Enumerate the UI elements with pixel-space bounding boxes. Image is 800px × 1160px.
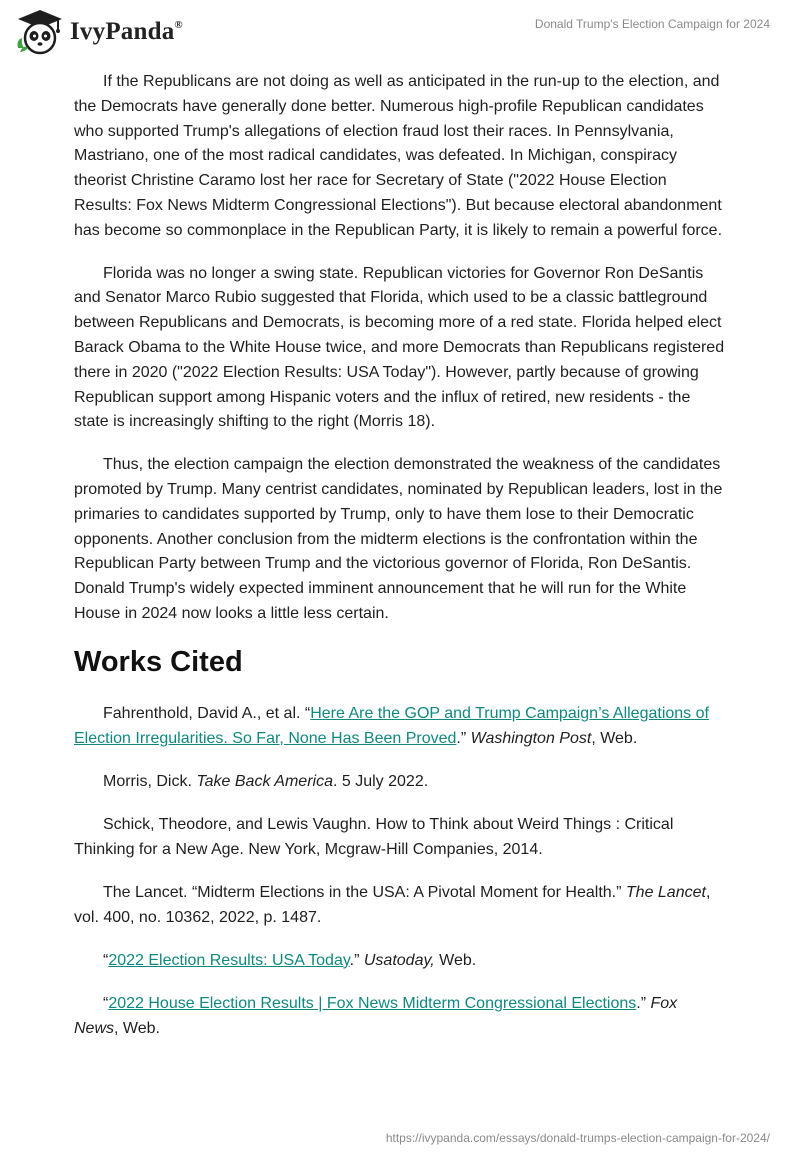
citation-6: “2022 House Election Results | Fox News Midterm Congressional Elections.” Fox News, Web. xyxy=(74,994,678,1037)
paragraph-2: Florida was no longer a swing state. Republican victories for Governor Ron DeSantis and Senator Marco Rubio suggested that Florida, which used to be a classic battleground between Republicans and Democrats, is becoming more of a red state. Florida helped elect Barack Obama to the White House twice, and more Democrats than Republicans registered there in 2020 ("2022 Election Results: USA Today"). However, partly because of growing Republican support among Hispanic voters and the influx of retired, new residents - the state is increasingly shifting to the right (Morris 18). xyxy=(74,264,725,431)
ivypanda-logo[interactable] xyxy=(14,8,183,56)
essay-content xyxy=(74,70,726,1059)
citation-6-link[interactable]: 2022 House Election Results | Fox News Midterm Congressional Elections xyxy=(108,994,637,1012)
brand-name: IvyPanda® xyxy=(70,18,183,45)
citation-3: Schick, Theodore, and Lewis Vaughn. How to Think about Weird Things : Critical Thinking for a New Age. New York, Mcgraw-Hill Companies, 2014. xyxy=(74,815,674,858)
citation-1-link[interactable]: Here Are the GOP and Trump Campaign’s Allegations of Election Irregularities. So Far, None Has Been Proved xyxy=(74,704,709,747)
works-cited-heading: Works Cited xyxy=(74,645,243,678)
document-title: Donald Trump's Election Campaign for 2024 xyxy=(534,17,770,31)
paragraph-1: If the Republicans are not doing as well as anticipated in the run-up to the election, and the Democrats have generally done better. Numerous high-profile Republican candidates who supported Trump's allegations of election fraud lost their races. In Pennsylvania, Mastriano, one of the most radical candidates, was defeated. In Michigan, conspiracy theorist Christine Caramo lost her race for Secretary of State ("2022 House Election Results: Fox News Midterm Congressional Elections"). But because electoral abandonment has become so commonplace in the Republican Party, it is likely to remain a powerful force. xyxy=(74,73,723,239)
paragraph-3: Thus, the election campaign the election demonstrated the weakness of the candidates promoted by Trump. Many centrist candidates, nominated by Republican leaders, lost in the primaries to candidates supported by Trump, only to have them lose to their Democratic opponents. Another conclusion from the midterm elections is the confrontation within the Republican Party between Trump and the victorious governor of Florida, Ron DeSantis. Donald Trump's widely expected imminent announcement that he will run for the White House in 2024 now looks a little less certain. xyxy=(74,456,723,622)
citation-2: Morris, Dick. Take Back America. 5 July 2022. xyxy=(103,772,429,790)
page-header xyxy=(0,0,800,70)
citation-1: Fahrenthold, David A., et al. “Here Are the GOP and Trump Campaign’s Allegations of Election Irregularities. So Far, None Has Been Proved.” Washington Post, Web. xyxy=(74,704,709,747)
citation-5-link[interactable]: 2022 Election Results: USA Today xyxy=(108,951,350,969)
footer-url: https://ivypanda.com/essays/donald-trumps-election-campaign-for-2024/ xyxy=(385,1131,770,1145)
citation-4: The Lancet. “Midterm Elections in the USA: A Pivotal Moment for Health.” The Lancet, vol. 400, no. 10362, 2022, p. 1487. xyxy=(74,883,711,926)
panda-mortarboard-icon xyxy=(14,8,66,56)
citation-5: “2022 Election Results: USA Today.” Usatoday, Web. xyxy=(103,951,477,969)
